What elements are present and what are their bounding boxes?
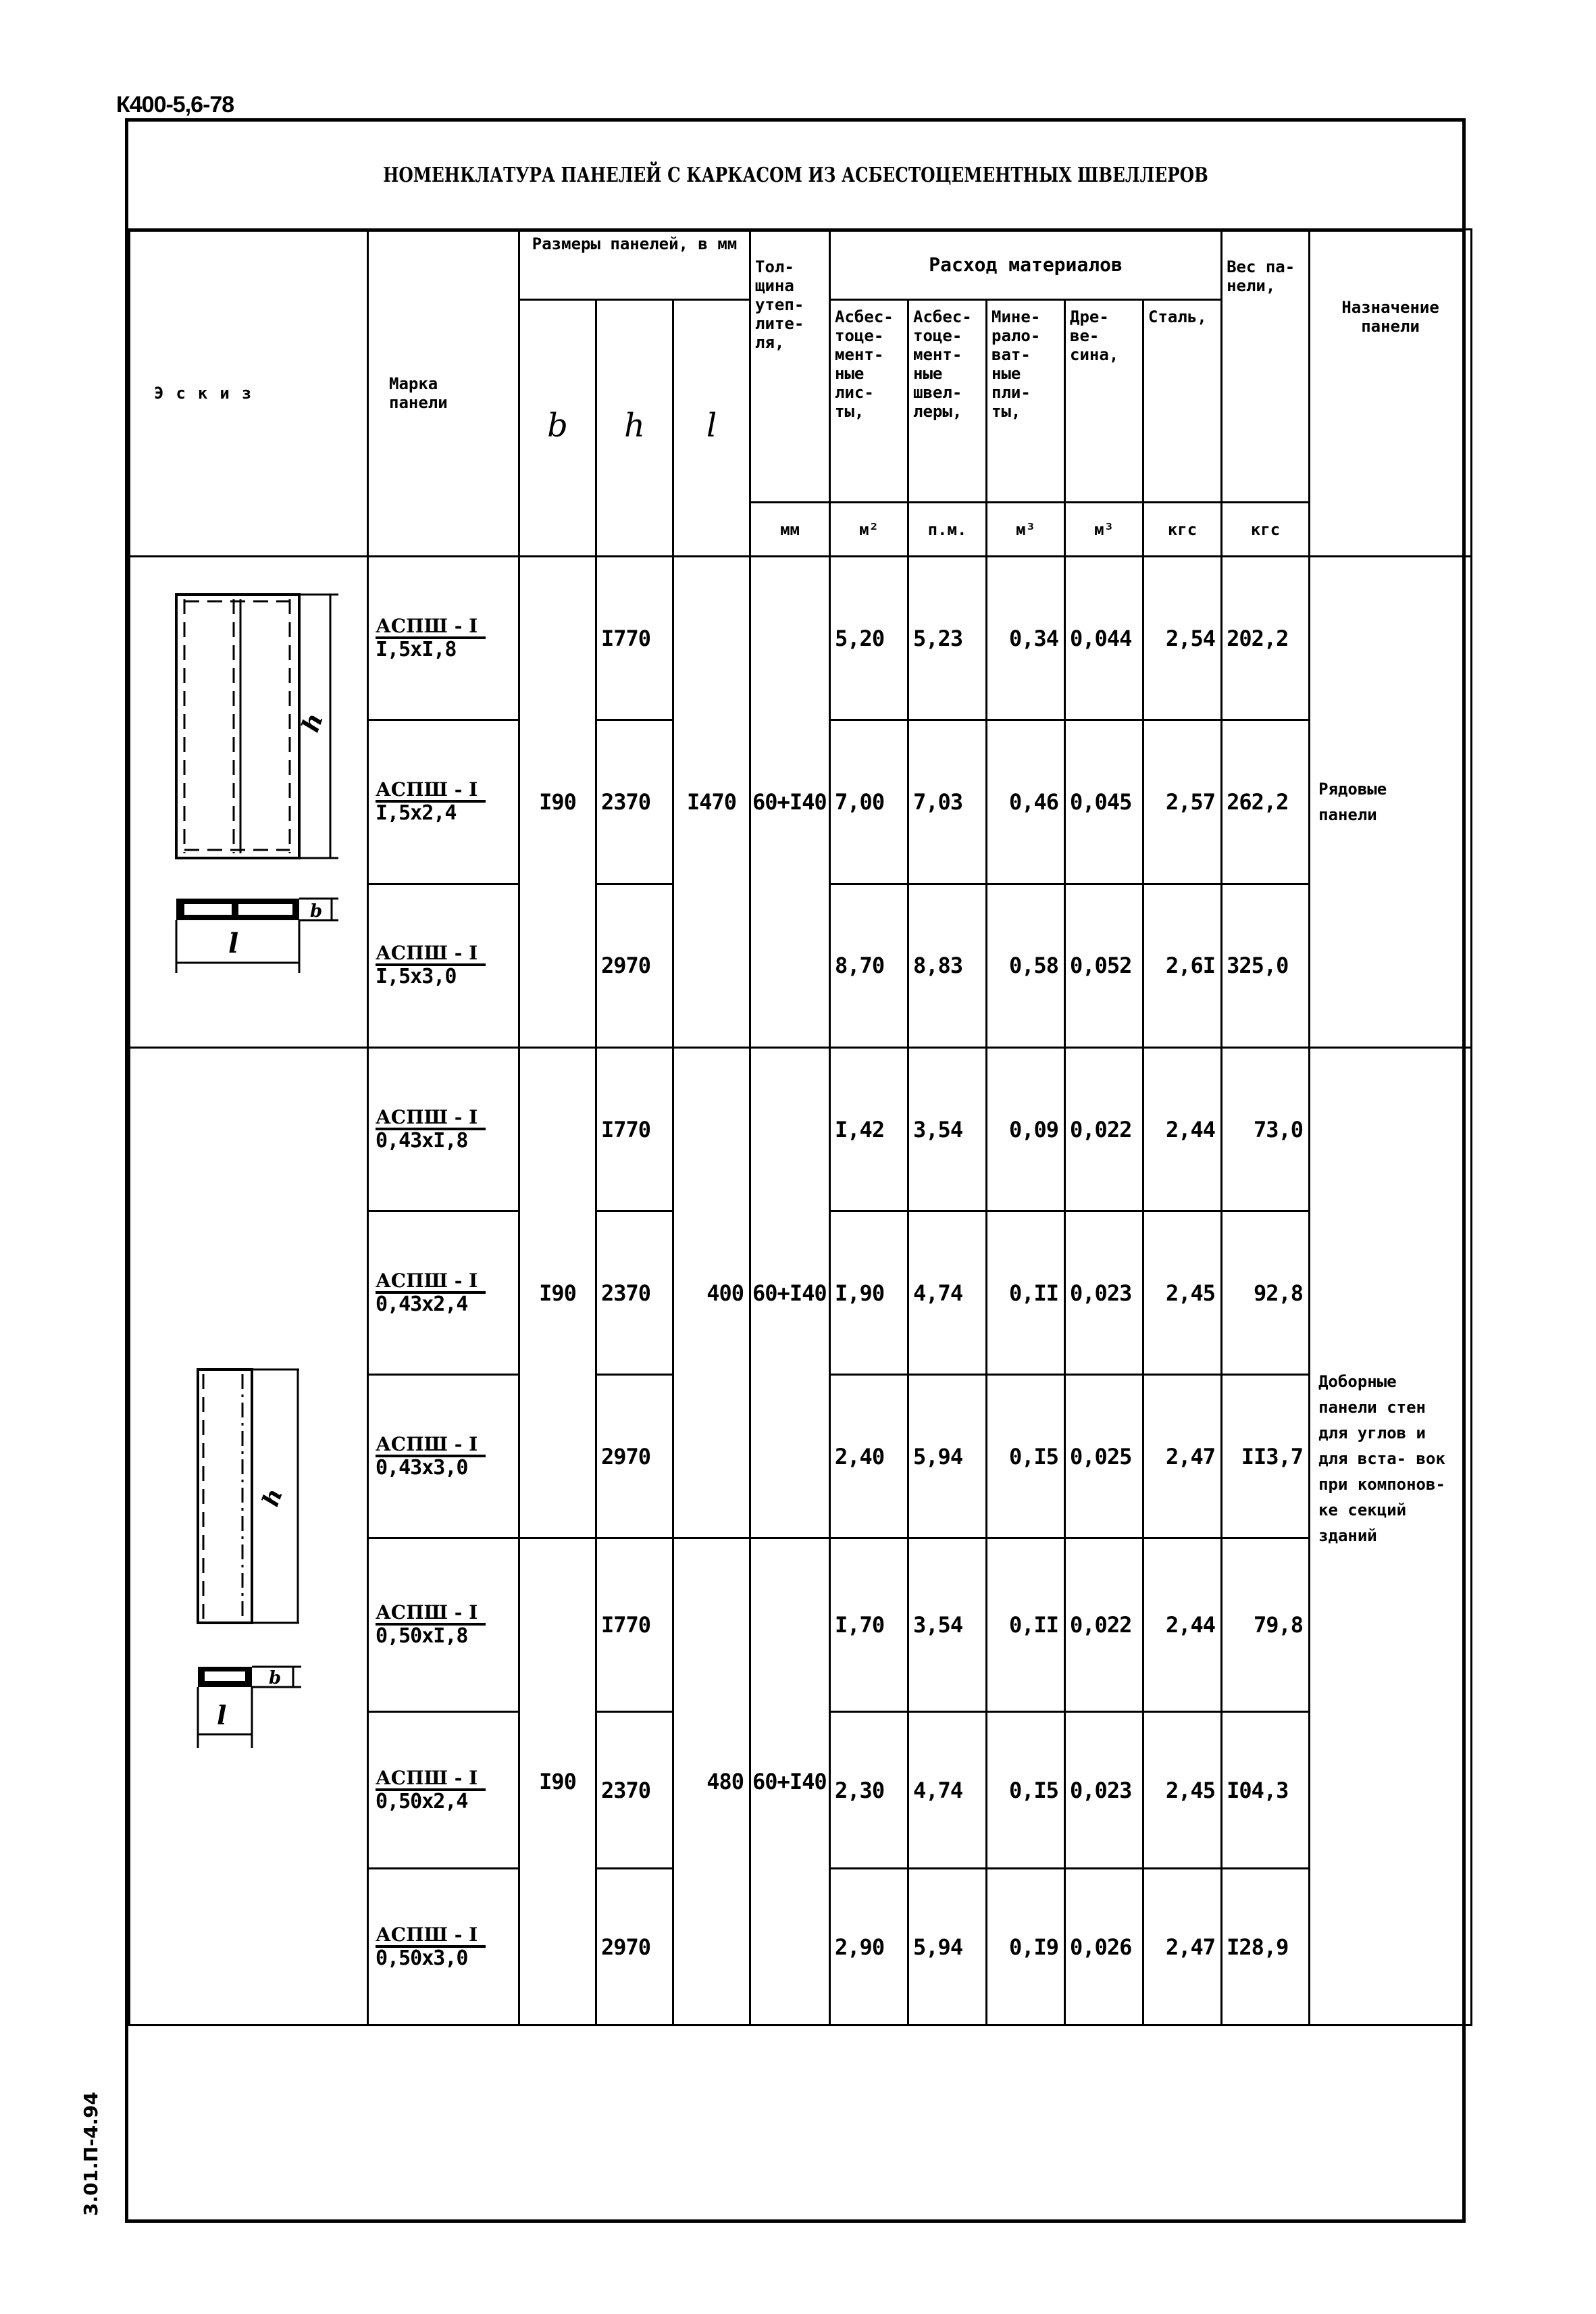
dim-h-value: I770 [596,1538,673,1712]
steel-value: 2,54 [1143,557,1222,720]
wood-value: 0,026 [1065,1869,1143,2026]
header-dim-h: h [596,300,673,557]
mineral-value: 0,I5 [987,1375,1065,1538]
header-weight: Вес па- нели, [1222,230,1310,503]
dim-b-value: I90 [519,1048,596,1538]
unit-sheets: м² [830,503,908,557]
wood-value: 0,052 [1065,884,1143,1047]
drawing-frame [125,118,1466,2223]
steel-value: 2,44 [1143,1048,1222,1211]
empty-notes-area [128,2007,1462,2219]
dim-h-value: I770 [596,1048,673,1211]
mineral-value: 0,I5 [987,1712,1065,1869]
mineral-value: 0,58 [987,884,1065,1047]
header-sizes-group: Размеры панелей, в мм [519,230,750,300]
header-materials-group: Расход материалов [830,230,1222,300]
thickness-value: 60+I40 [750,1538,830,2026]
table-row [130,1048,1472,1211]
sheets-value: 2,40 [830,1375,908,1538]
document-code: К400-5,6-78 [116,92,234,118]
header-mark: Марка панели [368,230,519,557]
sheets-value: 5,20 [830,557,908,720]
wood-value: 0,023 [1065,1211,1143,1375]
sheets-value: 8,70 [830,884,908,1047]
sheets-value: I,42 [830,1048,908,1211]
dim-b-value: I90 [519,557,596,1048]
mark-cell: АСПШ - I 0,50x3,0 [368,1869,519,2026]
steel-value: 2,6I [1143,884,1222,1047]
dim-h-value: 2970 [596,1375,673,1538]
mineral-value: 0,I9 [987,1869,1065,2026]
sheets-value: 2,90 [830,1869,908,2026]
steel-value: 2,57 [1143,720,1222,884]
header-mat-channels: Асбес- тоце- мент- ные швел- леры, [908,300,987,503]
weight-value: II3,7 [1222,1375,1310,1538]
dim-h-value: 2370 [596,1712,673,1869]
weight-value: I28,9 [1222,1869,1310,2026]
unit-weight: кгс [1222,503,1310,557]
mark-cell: АСПШ - I 0,43x2,4 [368,1211,519,1375]
dim-h-value: I770 [596,557,673,720]
channels-value: 5,94 [908,1375,987,1538]
wood-value: 0,022 [1065,1538,1143,1712]
unit-mineral: м³ [987,503,1065,557]
steel-value: 2,47 [1143,1869,1222,2026]
thickness-value: 60+I40 [750,557,830,1048]
header-dim-l: l [673,300,750,557]
weight-value: 262,2 [1222,720,1310,884]
dim-l-value: 480 [673,1538,750,2026]
sheets-value: I,70 [830,1538,908,1712]
table-row [130,557,1472,720]
wood-value: 0,023 [1065,1712,1143,1869]
purpose-filler: Доборные панели стен для углов и для вста- вок при компонов- ке секций зданий [1310,1048,1472,2026]
header-sketch: Эскиз [130,230,368,557]
dim-h-value: 2370 [596,1211,673,1375]
page-title: НОМЕНКЛАТУРА ПАНЕЛЕЙ С КАРКАСОМ ИЗ АСБЕСТОЦЕМЕНТНЫХ ШВЕЛЛЕРОВ [382,163,1208,187]
nomenclature-table [128,228,1472,2026]
mark-cell: АСПШ - I I,5xI,8 [368,557,519,720]
svg-text:b: b [269,1668,282,1688]
channels-value: 5,94 [908,1869,987,2026]
weight-value: 325,0 [1222,884,1310,1047]
sheets-value: I,90 [830,1211,908,1375]
steel-value: 2,45 [1143,1211,1222,1375]
dim-h-value: 2970 [596,1869,673,2026]
unit-steel: кгс [1143,503,1222,557]
header-mat-steel: Сталь, [1143,300,1222,503]
mineral-value: 0,09 [987,1048,1065,1211]
header-thickness: Тол- щина утеп- лите- ля, [750,230,830,503]
wood-value: 0,044 [1065,557,1143,720]
sketch-filler-panel [130,1048,368,2026]
svg-text:h: h [296,709,330,736]
mineral-value: 0,34 [987,557,1065,720]
unit-wood: м³ [1065,503,1143,557]
sheets-value: 2,30 [830,1712,908,1869]
weight-value: 92,8 [1222,1211,1310,1375]
dim-l-value: I470 [673,557,750,1048]
title-row [128,122,1462,232]
unit-channels: п.м. [908,503,987,557]
channels-value: 3,54 [908,1538,987,1712]
sheets-value: 7,00 [830,720,908,884]
dim-l-value: 400 [673,1048,750,1538]
header-purpose: Назначение панели [1310,230,1472,557]
mineral-value: 0,46 [987,720,1065,884]
weight-value: 202,2 [1222,557,1310,720]
weight-value: 73,0 [1222,1048,1310,1211]
header-mat-wood: Дре- ве- сина, [1065,300,1143,503]
mark-cell: АСПШ - I I,5x3,0 [368,884,519,1047]
channels-value: 5,23 [908,557,987,720]
steel-value: 2,47 [1143,1375,1222,1538]
channels-value: 4,74 [908,1211,987,1375]
steel-value: 2,44 [1143,1538,1222,1712]
header-mat-mineral: Мине- рало- ват- ные пли- ты, [987,300,1065,503]
steel-value: 2,45 [1143,1712,1222,1869]
weight-value: 79,8 [1222,1538,1310,1712]
sketch-regular-panel [130,557,368,1048]
header-dim-b: b [519,300,596,557]
purpose-regular: Рядовые панели [1310,557,1472,1048]
mark-cell: АСПШ - I 0,43xI,8 [368,1048,519,1211]
channels-value: 3,54 [908,1048,987,1211]
wood-value: 0,025 [1065,1375,1143,1538]
channels-value: 7,03 [908,720,987,884]
filler-panel-sketch-icon [130,1049,367,2021]
svg-text:b: b [310,901,323,922]
panel-sketch-icon [130,557,367,1044]
mark-cell: АСПШ - I 0,43x3,0 [368,1375,519,1538]
dim-h-value: 2370 [596,720,673,884]
dim-b-value: I90 [519,1538,596,2026]
channels-value: 4,74 [908,1712,987,1869]
header-mat-sheets: Асбес- тоце- мент- ные лис- ты, [830,300,908,503]
side-stamp: 3.01.П-4.94 [80,2092,102,2216]
wood-value: 0,022 [1065,1048,1143,1211]
dim-h-value: 2970 [596,884,673,1047]
svg-text:l: l [228,928,239,959]
svg-text:l: l [217,1700,227,1730]
mark-cell: АСПШ - I I,5x2,4 [368,720,519,884]
mineral-value: 0,II [987,1211,1065,1375]
mark-cell: АСПШ - I 0,50x2,4 [368,1712,519,1869]
wood-value: 0,045 [1065,720,1143,884]
channels-value: 8,83 [908,884,987,1047]
mineral-value: 0,II [987,1538,1065,1712]
svg-text:h: h [257,1485,288,1511]
unit-thickness: мм [750,503,830,557]
mark-cell: АСПШ - I 0,50xI,8 [368,1538,519,1712]
weight-value: I04,3 [1222,1712,1310,1869]
thickness-value: 60+I40 [750,1048,830,1538]
